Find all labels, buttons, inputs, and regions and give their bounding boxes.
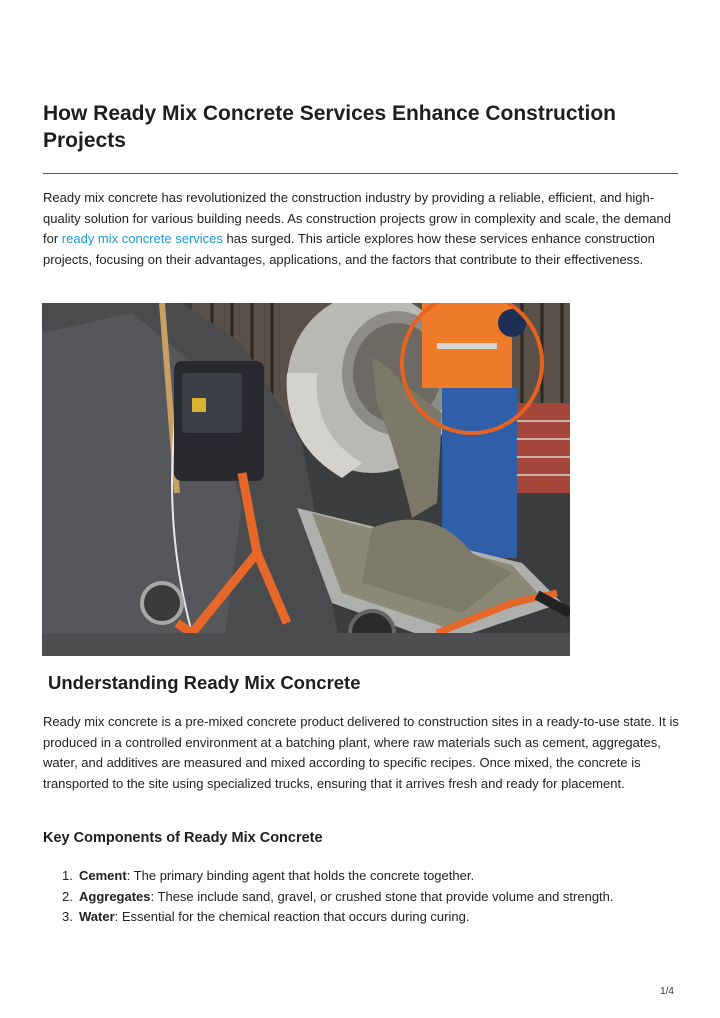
list-item-term: Cement <box>79 868 127 883</box>
intro-text-after-link: has surged. This article explores how these services enhance construction projects, focusing on their advantages, applications, and the factors that contribute to their effectiveness. <box>43 231 655 267</box>
document-title: How Ready Mix Concrete Services Enhance Construction Projects <box>43 102 616 152</box>
list-item <box>62 866 614 887</box>
intro-text-before-link: Ready mix concrete has revolutionized the construction industry by providing a reliable, efficient, and high-quality solution for various building needs. As construction projects grow in complexity and scale, the demand for <box>43 190 671 246</box>
ready-mix-services-link[interactable]: ready mix concrete services <box>61 231 223 246</box>
list-item-description: : Essential for the chemical reaction that occurs during curing. <box>114 909 470 924</box>
list-item-description: : These include sand, gravel, or crushed stone that provide volume and strength. <box>150 888 614 904</box>
list-item-number: 3. <box>62 909 73 924</box>
components-list <box>62 866 614 928</box>
list-item-number: 2. <box>62 888 73 904</box>
section-paragraph: Ready mix concrete is a pre-mixed concrete product delivered to construction sites in a ready-to-use state. It is produced in a controlled environment at a batching plant, where raw materials such as cement, aggregates, water, and additives are measured and mixed according to specific recipes. Once mixed, the concrete is transported to the site using specialized trucks, ensuring that it arrives fresh and ready for placement. <box>43 714 679 791</box>
concrete-mixer-photo <box>42 303 570 656</box>
list-item <box>62 887 614 908</box>
section-heading: Understanding Ready Mix Concrete <box>48 672 361 693</box>
list-item-number: 1. <box>62 868 73 883</box>
list-item <box>62 907 614 928</box>
list-item-term: Water <box>79 909 115 924</box>
intro-paragraph <box>43 188 683 270</box>
title-divider <box>43 173 678 174</box>
components-subheading: Key Components of Ready Mix Concrete <box>43 830 323 846</box>
list-item-description: : The primary binding agent that holds the concrete together. <box>126 868 475 883</box>
page-number: 1/4 <box>660 986 674 997</box>
list-item-term: Aggregates <box>79 888 151 904</box>
